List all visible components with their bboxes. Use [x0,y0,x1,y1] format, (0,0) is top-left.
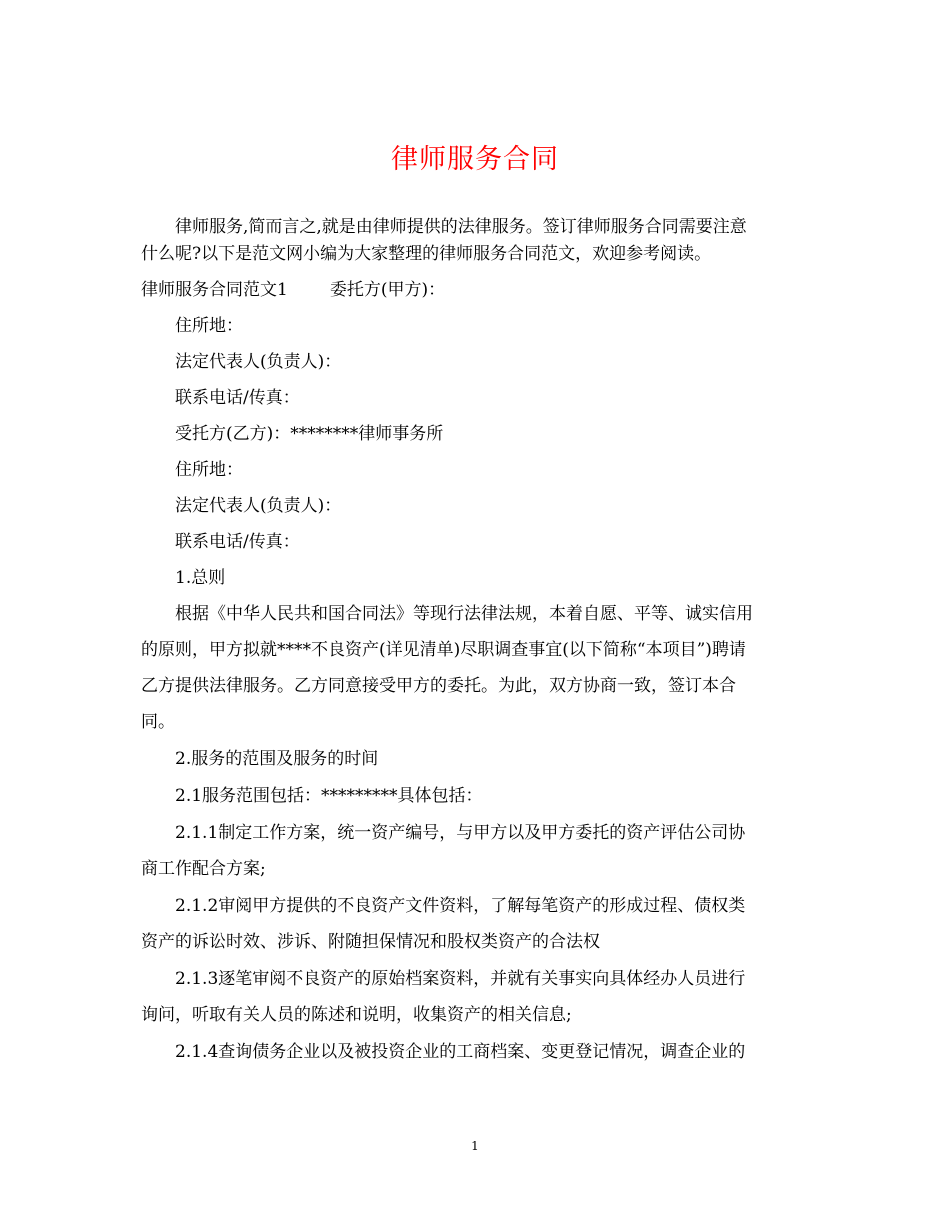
section-2-1-1-line: 2.1.1制定工作方案，统一资产编号，与甲方以及甲方委托的资产评估公司协 [175,823,746,843]
agent-label: 受托方(乙方)：********律师事务所 [175,424,444,444]
sample-heading-row [141,277,811,304]
section-2-1-3-line: 询问，听取有关人员的陈述和说明，收集资产的相关信息; [141,1005,572,1025]
agent-phone: 联系电话/传真： [175,532,300,552]
section-1-title: 1.总则 [175,568,226,588]
section-1-line: 的原则，甲方拟就****不良资产(详见清单)尽职调查事宜(以下简称“本项目”)聘请 [141,640,746,660]
section-2-title: 2.服务的范围及服务的时间 [175,749,379,769]
section-2-1-2-line: 2.1.2审阅甲方提供的不良资产文件资料，了解每笔资产的形成过程、债权类 [175,896,746,916]
section-2-1-4-line: 2.1.4查询债务企业以及被投资企业的工商档案、变更登记情况，调查企业的 [175,1042,746,1062]
agent-address: 住所地： [175,460,243,480]
client-representative: 法定代表人(负责人)： [175,352,342,372]
client-address: 住所地： [175,316,243,336]
document-title: 律师服务合同 [391,144,559,175]
sample-heading: 律师服务合同范文1 [141,280,288,300]
section-2-1-3-line: 2.1.3逐笔审阅不良资产的原始档案资料，并就有关事实向具体经办人员进行 [175,969,746,989]
intro-line: 什么呢?以下是范文网小编为大家整理的律师服务合同范文，欢迎参考阅读。 [141,244,712,264]
client-label: 委托方(甲方)： [329,280,446,300]
page-number: 1 [471,1139,479,1153]
section-1-line: 同。 [141,712,175,732]
document-body [141,214,811,1066]
section-2-1: 2.1服务范围包括：*********具体包括： [175,786,483,806]
section-1-line: 乙方提供法律服务。乙方同意接受甲方的委托。为此，双方协商一致，签订本合 [141,676,736,696]
agent-representative: 法定代表人(负责人)： [175,496,342,516]
section-2-1-1-line: 商工作配合方案; [141,859,266,879]
section-1-line: 根据《中华人民共和国合同法》等现行法律法规，本着自愿、平等、诚实信用 [175,604,753,624]
client-phone: 联系电话/传真： [175,388,300,408]
intro-line: 律师服务,简而言之,就是由律师提供的法律服务。签订律师服务合同需要注意 [175,217,747,237]
section-2-1-2-line: 资产的诉讼时效、涉诉、附随担保情况和股权类资产的合法权 [141,932,600,952]
